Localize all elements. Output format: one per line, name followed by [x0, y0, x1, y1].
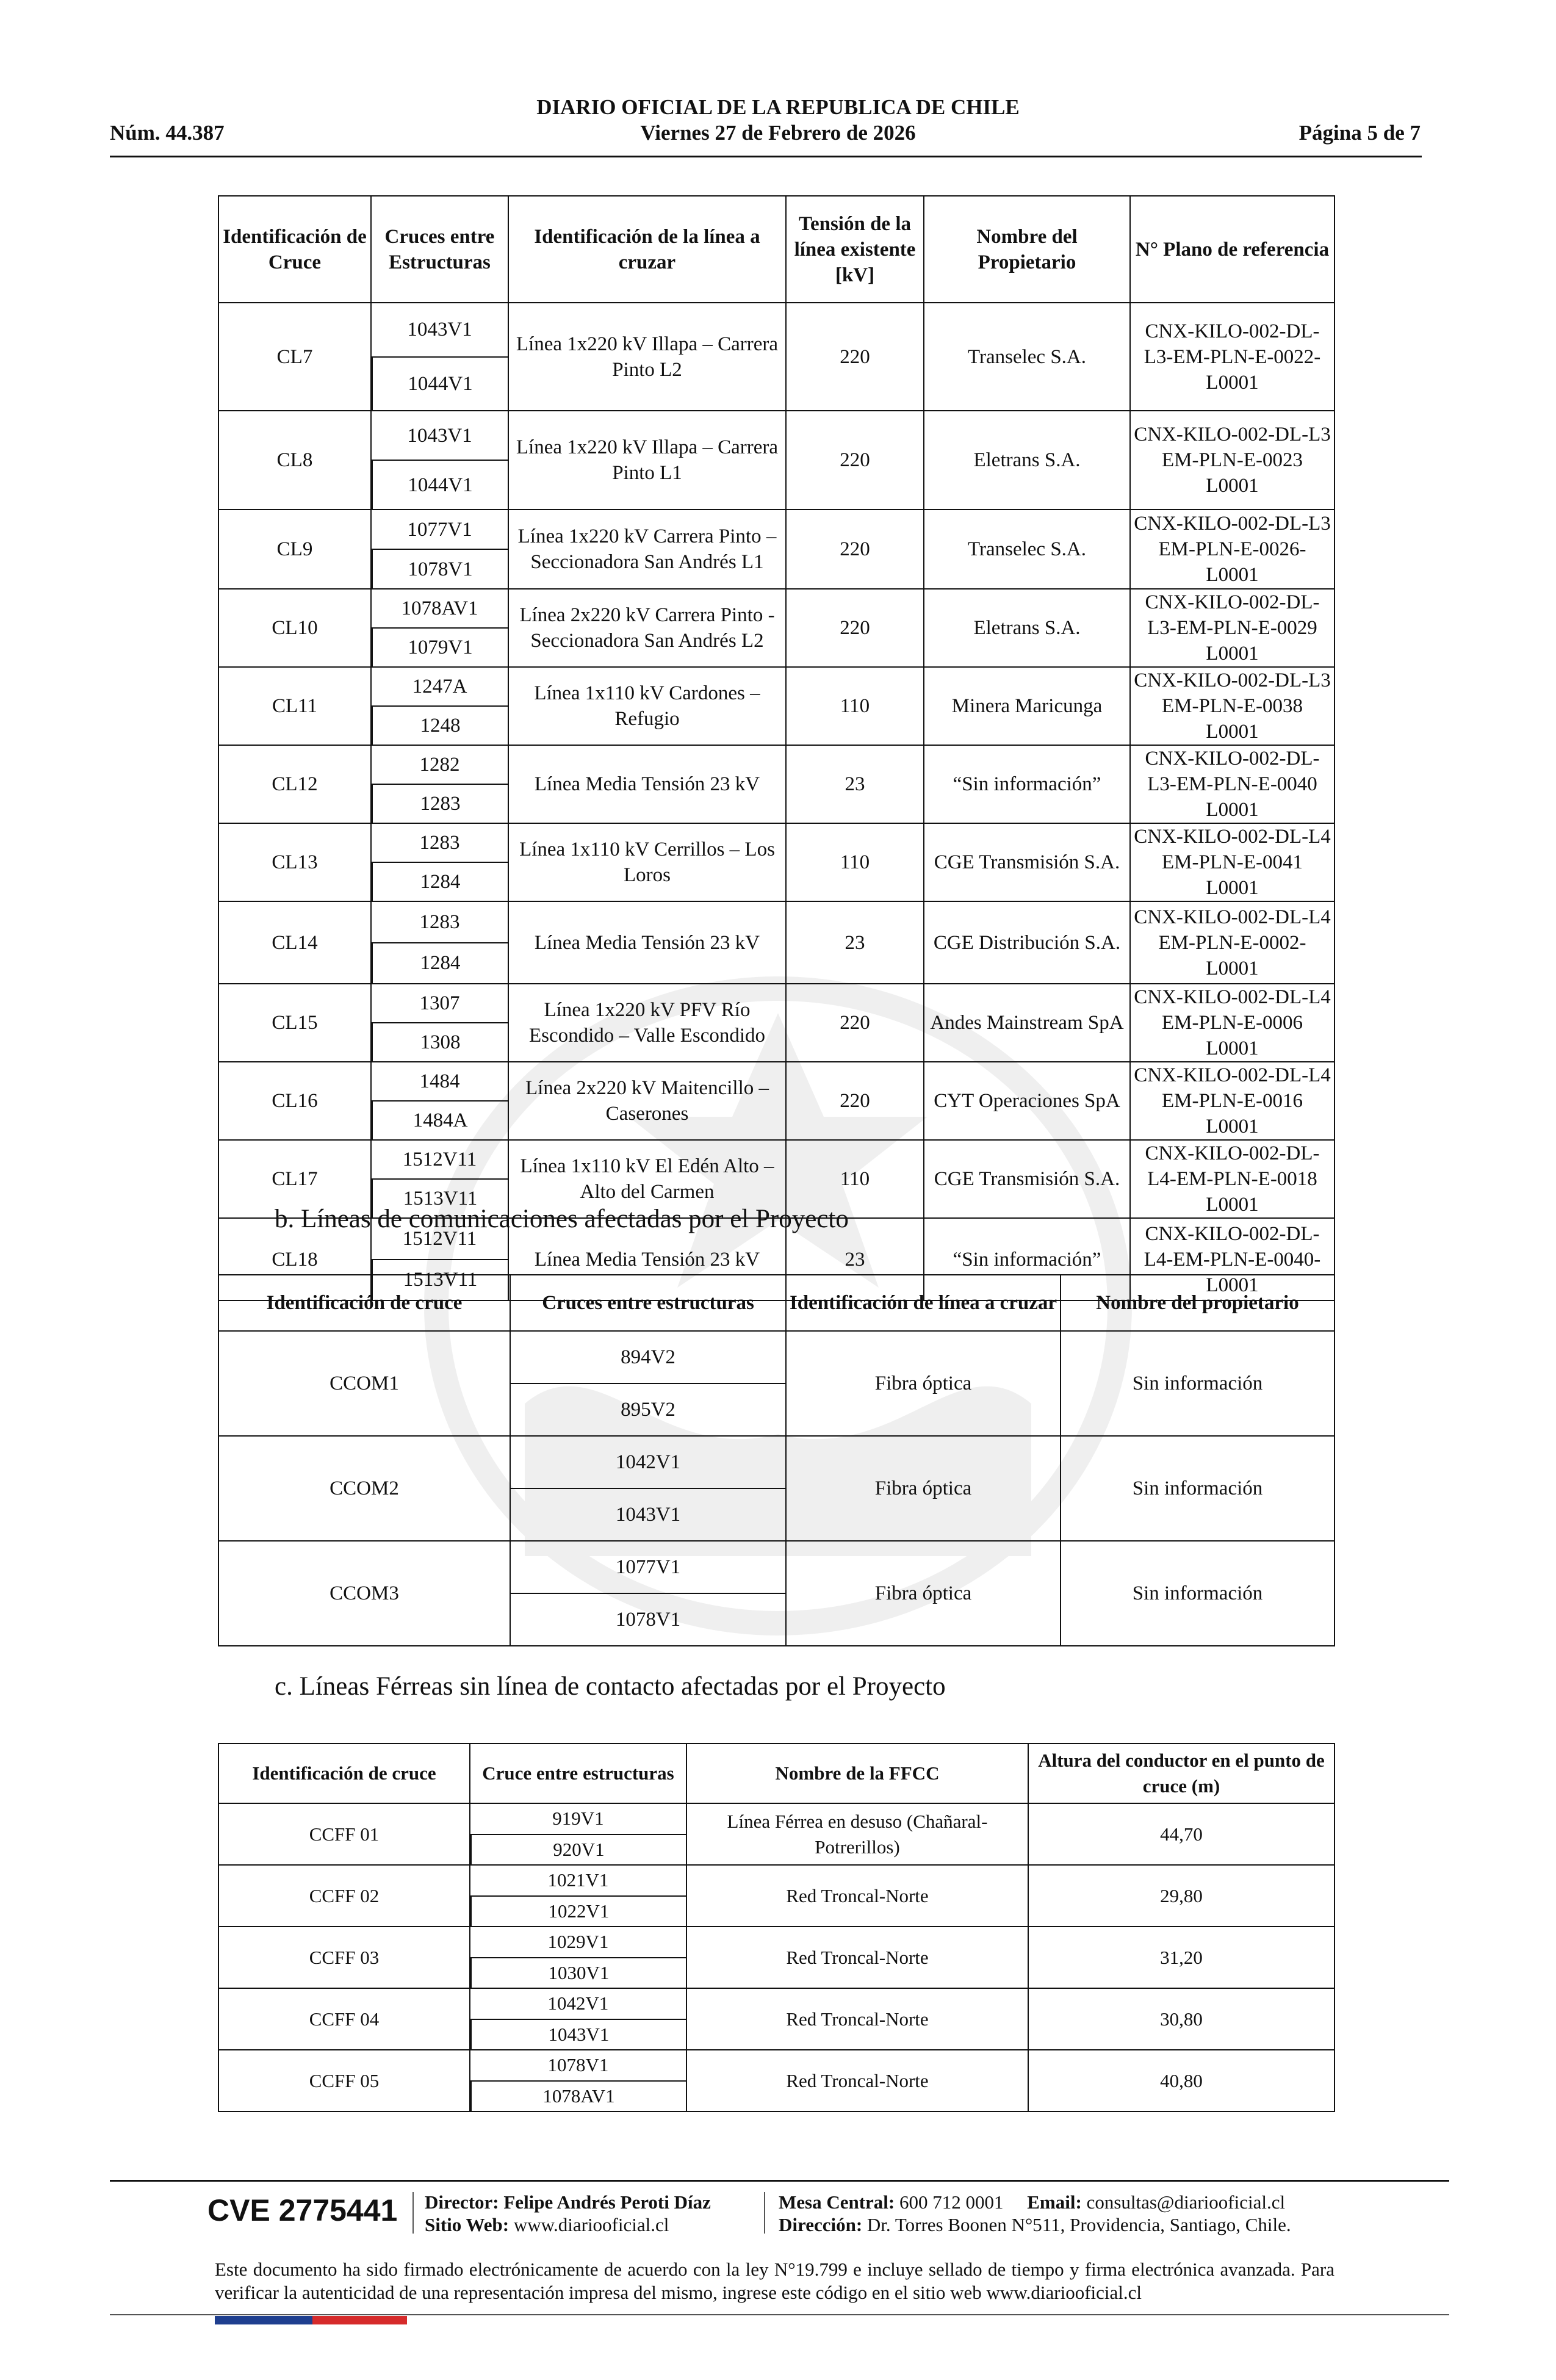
- column-header: Altura del conductor en el punto de cruce (m): [1028, 1744, 1334, 1803]
- address-label: Dirección:: [779, 2214, 863, 2235]
- crossing-id: CCFF 05: [218, 2050, 470, 2111]
- voltage-kv: 23: [786, 901, 924, 984]
- issue-number: Núm. 44.387: [110, 121, 225, 145]
- structure-pair-cell: [371, 1062, 508, 1140]
- line-name: Línea 1x220 kV PFV Río Escondido – Valle Escondido: [508, 984, 786, 1062]
- structure-pair-cell: [510, 1331, 786, 1436]
- plan-reference: CNX-KILO-002-DL-L3-EM-PLN-E-0029 L0001: [1130, 589, 1334, 667]
- railway-name: Red Troncal-Norte: [686, 2050, 1028, 2111]
- journal-title: DIARIO OFICIAL DE LA REPUBLICA DE CHILE: [536, 95, 1020, 119]
- structure-id: 1247A: [372, 668, 508, 707]
- footer-contact: [779, 2191, 1285, 2214]
- structure-id: 1043V1: [470, 2020, 686, 2050]
- crossing-id: CL11: [218, 667, 371, 745]
- structure-pair: [372, 590, 508, 666]
- voltage-kv: 220: [786, 1062, 924, 1140]
- plan-reference: CNX-KILO-002-DL-L4-EM-PLN-E-0018 L0001: [1130, 1140, 1334, 1218]
- structure-pair: [372, 303, 508, 410]
- voltage-kv: 23: [786, 1218, 924, 1300]
- structure-id: 895V2: [621, 1399, 675, 1421]
- footer-website: [425, 2213, 669, 2237]
- table-row: [218, 1062, 1334, 1140]
- structure-id: 1512V11: [372, 1219, 508, 1260]
- structure-id: 1077V1: [511, 1542, 785, 1594]
- crossing-id: CL7: [218, 303, 371, 411]
- crossing-id: CL17: [218, 1140, 371, 1218]
- table-row: [218, 589, 1334, 667]
- structure-id: 1044V1: [372, 358, 508, 411]
- structure-id: 1043V1: [615, 1504, 681, 1526]
- structure-pair: [372, 1062, 508, 1139]
- table-row: [218, 2050, 1334, 2111]
- table-header-row: [218, 1275, 1334, 1331]
- structure-id: 919V1: [470, 1804, 686, 1835]
- power-line-crossings-table: [218, 195, 1335, 1301]
- voltage-kv: 220: [786, 411, 924, 510]
- footer-separator: [412, 2192, 414, 2234]
- structure-pair: [470, 1927, 686, 1988]
- structure-pair-cell: [371, 411, 508, 510]
- phone-value: 600 712 0001: [899, 2191, 1004, 2213]
- line-name: Fibra óptica: [786, 1541, 1061, 1646]
- crossing-id: CCFF 03: [218, 1927, 470, 1988]
- structure-id: 1043V1: [372, 303, 508, 358]
- table-row: [218, 303, 1334, 411]
- structure-pair-cell: [371, 303, 508, 411]
- voltage-kv: 110: [786, 667, 924, 745]
- line-name: Línea 2x220 kV Carrera Pinto - Seccionadora San Andrés L2: [508, 589, 786, 667]
- owner-name: CGE Transmisión S.A.: [924, 1140, 1130, 1218]
- column-header: Identificación de cruce: [218, 1275, 510, 1331]
- line-name: Línea Media Tensión 23 kV: [508, 1218, 786, 1300]
- structure-pair: [470, 1866, 686, 1926]
- structure-id: 1284: [372, 863, 508, 901]
- structure-pair-cell: [470, 1803, 686, 1865]
- structure-pair: [470, 2050, 686, 2111]
- owner-name: “Sin información”: [924, 745, 1130, 823]
- crossing-id: CL16: [218, 1062, 371, 1140]
- structure-pair-cell: [371, 510, 508, 589]
- structure-pair-cell: [371, 589, 508, 667]
- footer-divider: [110, 2314, 1449, 2315]
- structure-id: 1029V1: [470, 1927, 686, 1958]
- railway-crossings-table: [218, 1743, 1335, 2112]
- flag-stripe-blue: [215, 2316, 312, 2324]
- conductor-height: 29,80: [1028, 1865, 1334, 1927]
- voltage-kv: 110: [786, 1140, 924, 1218]
- owner-name: Sin información: [1061, 1436, 1334, 1541]
- structure-pair-cell: [371, 823, 508, 901]
- structure-pair-cell: [470, 2050, 686, 2111]
- line-name: Línea Media Tensión 23 kV: [508, 745, 786, 823]
- owner-name: Sin información: [1061, 1541, 1334, 1646]
- table-row: [218, 411, 1334, 510]
- plan-reference: CNX-KILO-002-DL-L4 EM-PLN-E-0041 L0001: [1130, 823, 1334, 901]
- railway-name: Red Troncal-Norte: [686, 1927, 1028, 1988]
- line-name: Línea 1x110 kV Cerrillos – Los Loros: [508, 823, 786, 901]
- column-header: Nombre de la FFCC: [686, 1744, 1028, 1803]
- structure-pair-cell: [470, 1865, 686, 1927]
- structure-id: 1042V1: [470, 1989, 686, 2020]
- structure-pair-cell: [470, 1927, 686, 1988]
- structure-id: 1513V11: [372, 1180, 508, 1217]
- email-link[interactable]: consultas@diariooficial.cl: [1086, 2191, 1286, 2213]
- structure-id: 1044V1: [372, 461, 508, 509]
- crossing-id: CCFF 01: [218, 1803, 470, 1865]
- plan-reference: CNX-KILO-002-DL-L4 EM-PLN-E-0006 L0001: [1130, 984, 1334, 1062]
- structure-pair: [372, 824, 508, 901]
- structure-id: 1021V1: [470, 1866, 686, 1897]
- footer-divider: [110, 2180, 1449, 2182]
- director-name: Felipe Andrés Peroti Díaz: [503, 2191, 711, 2213]
- voltage-kv: 23: [786, 745, 924, 823]
- website-label: Sitio Web:: [425, 2214, 510, 2235]
- structure-id: 1513V11: [372, 1260, 508, 1300]
- cve-code: CVE 2775441: [207, 2193, 398, 2227]
- line-name: Línea 1x220 kV Carrera Pinto – Seccionadora San Andrés L1: [508, 510, 786, 589]
- structure-id: 1022V1: [470, 1897, 686, 1927]
- table-row: [218, 823, 1334, 901]
- line-name: Línea 2x220 kV Maitencillo – Caserones: [508, 1062, 786, 1140]
- plan-reference: CNX-KILO-002-DL-L3 EM-PLN-E-0026- L0001: [1130, 510, 1334, 589]
- structure-id: 1078V1: [615, 1609, 681, 1631]
- line-name: Fibra óptica: [786, 1331, 1061, 1436]
- crossing-id: CL9: [218, 510, 371, 589]
- table-row: [218, 1865, 1334, 1927]
- owner-name: Transelec S.A.: [924, 303, 1130, 411]
- structure-pair: [511, 1437, 785, 1540]
- owner-name: Transelec S.A.: [924, 510, 1130, 589]
- structure-pair: [372, 668, 508, 745]
- railway-name: Red Troncal-Norte: [686, 1988, 1028, 2050]
- plan-reference: CNX-KILO-002-DL-L3-EM-PLN-E-0040 L0001: [1130, 745, 1334, 823]
- conductor-height: 40,80: [1028, 2050, 1334, 2111]
- structure-pair-cell: [470, 1988, 686, 2050]
- column-header: Cruce entre estructuras: [470, 1744, 686, 1803]
- column-header: Cruces entre estructuras: [510, 1275, 786, 1331]
- column-header: N° Plano de referencia: [1130, 196, 1334, 303]
- table-row: [218, 1541, 1334, 1646]
- table-row: [218, 745, 1334, 823]
- crossing-id: CL10: [218, 589, 371, 667]
- line-name: Línea 1x220 kV Illapa – Carrera Pinto L1: [508, 411, 786, 510]
- column-header: Tensión de la línea existente [kV]: [786, 196, 924, 303]
- structure-pair-cell: [371, 984, 508, 1062]
- line-name: Línea 1x220 kV Illapa – Carrera Pinto L2: [508, 303, 786, 411]
- voltage-kv: 110: [786, 823, 924, 901]
- email-label: Email:: [1027, 2191, 1082, 2213]
- voltage-kv: 220: [786, 510, 924, 589]
- structure-pair-cell: [510, 1436, 786, 1541]
- plan-reference: CNX-KILO-002-DL-L4 EM-PLN-E-0016 L0001: [1130, 1062, 1334, 1140]
- structure-id: 1484: [372, 1062, 508, 1102]
- section-c-title: c. Líneas Férreas sin línea de contacto afectadas por el Proyecto: [275, 1672, 946, 1701]
- table-header-row: [218, 196, 1334, 303]
- structure-id: 1512V11: [372, 1141, 508, 1180]
- owner-name: “Sin información”: [924, 1218, 1130, 1300]
- railway-name: Red Troncal-Norte: [686, 1865, 1028, 1927]
- phone-label: Mesa Central:: [779, 2191, 895, 2213]
- table-row: [218, 1927, 1334, 1988]
- footer-director: [425, 2191, 711, 2214]
- table-row: [218, 1988, 1334, 2050]
- crossing-id: CL13: [218, 823, 371, 901]
- conductor-height: 44,70: [1028, 1803, 1334, 1865]
- line-name: Fibra óptica: [786, 1436, 1061, 1541]
- railway-name: Línea Férrea en desuso (Chañaral-Potrerillos): [686, 1803, 1028, 1865]
- structure-pair: [372, 411, 508, 509]
- structure-pair: [372, 902, 508, 983]
- column-header: Identificación de Cruce: [218, 196, 371, 303]
- flag-stripe-red: [312, 2316, 407, 2324]
- structure-id: 1077V1: [372, 510, 508, 550]
- plan-reference: CNX-KILO-002-DL-L3-EM-PLN-E-0022- L0001: [1130, 303, 1334, 411]
- voltage-kv: 220: [786, 589, 924, 667]
- structure-id: 1307: [372, 984, 508, 1023]
- owner-name: CGE Transmisión S.A.: [924, 823, 1130, 901]
- table-row: [218, 901, 1334, 984]
- header-divider: [110, 156, 1422, 157]
- structure-pair-cell: [371, 667, 508, 745]
- structure-pair: [470, 1989, 686, 2049]
- table-row: [218, 1803, 1334, 1865]
- crossing-id: CL12: [218, 745, 371, 823]
- crossing-id: CCFF 02: [218, 1865, 470, 1927]
- structure-pair: [372, 510, 508, 588]
- structure-pair: [470, 1804, 686, 1864]
- structure-pair: [372, 984, 508, 1061]
- plan-reference: CNX-KILO-002-DL-L4 EM-PLN-E-0002- L0001: [1130, 901, 1334, 984]
- owner-name: Sin información: [1061, 1331, 1334, 1436]
- structure-pair: [372, 746, 508, 823]
- column-header: Identificación de línea a cruzar: [786, 1275, 1061, 1331]
- crossing-id: CCFF 04: [218, 1988, 470, 2050]
- crossing-id: CCOM2: [218, 1436, 510, 1541]
- structure-id: 894V2: [511, 1332, 785, 1384]
- structure-id: 1030V1: [470, 1958, 686, 1988]
- crossing-id: CL8: [218, 411, 371, 510]
- structure-id: 1078V1: [372, 550, 508, 588]
- structure-id: 1308: [372, 1023, 508, 1061]
- structure-id: 1042V1: [511, 1437, 785, 1489]
- structure-id: 1078AV1: [470, 2082, 686, 2111]
- structure-id: 1079V1: [372, 629, 508, 666]
- column-header: Identificación de la línea a cruzar: [508, 196, 786, 303]
- crossing-id: CCOM1: [218, 1331, 510, 1436]
- structure-id: 1078V1: [470, 2050, 686, 2082]
- plan-reference: CNX-KILO-002-DL-L4-EM-PLN-E-0040- L0001: [1130, 1218, 1334, 1300]
- crossing-id: CL18: [218, 1218, 371, 1300]
- column-header: Nombre del propietario: [1061, 1275, 1334, 1331]
- structure-pair-cell: [510, 1541, 786, 1646]
- owner-name: CYT Operaciones SpA: [924, 1062, 1130, 1140]
- director-label: Director:: [425, 2191, 499, 2213]
- line-name: Línea Media Tensión 23 kV: [508, 901, 786, 984]
- structure-id: 920V1: [470, 1835, 686, 1865]
- legal-note: Este documento ha sido firmado electrónicamente de acuerdo con la ley N°19.799 e incluye sellado de tiempo y firma electrónica avanzada. Para verificar la autenticidad de una representación impresa del mismo, ingrese este código en el sitio web www.diariooficial.cl: [215, 2259, 1334, 2303]
- conductor-height: 30,80: [1028, 1988, 1334, 2050]
- owner-name: CGE Distribución S.A.: [924, 901, 1130, 984]
- table-row: [218, 667, 1334, 745]
- line-name: Línea 1x110 kV El Edén Alto – Alto del Carmen: [508, 1140, 786, 1218]
- structure-pair: [511, 1332, 785, 1435]
- structure-id: 1078AV1: [372, 590, 508, 629]
- crossing-id: CL15: [218, 984, 371, 1062]
- plan-reference: CNX-KILO-002-DL-L3 EM-PLN-E-0038 L0001: [1130, 667, 1334, 745]
- column-header: Nombre del Propietario: [924, 196, 1130, 303]
- structure-id: 1284: [372, 943, 508, 984]
- column-header: Cruces entre Estructuras: [371, 196, 508, 303]
- table-row: [218, 510, 1334, 589]
- line-name: Línea 1x110 kV Cardones – Refugio: [508, 667, 786, 745]
- structure-id: 1283: [372, 902, 508, 943]
- owner-name: Eletrans S.A.: [924, 411, 1130, 510]
- owner-name: Andes Mainstream SpA: [924, 984, 1130, 1062]
- table-row: [218, 984, 1334, 1062]
- footer-separator: [764, 2192, 765, 2234]
- owner-name: Eletrans S.A.: [924, 589, 1130, 667]
- structure-id: 1282: [372, 746, 508, 785]
- table-header-row: [218, 1744, 1334, 1803]
- column-header: Identificación de cruce: [218, 1744, 470, 1803]
- voltage-kv: 220: [786, 984, 924, 1062]
- communication-lines-table: [218, 1274, 1335, 1646]
- section-b-title: b. Líneas de comunicaciones afectadas por el Proyecto: [275, 1205, 849, 1233]
- structure-pair-cell: [371, 745, 508, 823]
- crossing-id: CL14: [218, 901, 371, 984]
- page-indicator: Página 5 de 7: [1298, 121, 1421, 145]
- crossing-id: CCOM3: [218, 1541, 510, 1646]
- owner-name: Minera Maricunga: [924, 667, 1130, 745]
- address-value: Dr. Torres Boonen N°511, Providencia, Santiago, Chile.: [866, 2214, 1291, 2235]
- issue-date: Viernes 27 de Febrero de 2026: [640, 121, 916, 145]
- conductor-height: 31,20: [1028, 1927, 1334, 1988]
- structure-id: 1484A: [372, 1102, 508, 1139]
- structure-id: 1283: [372, 824, 508, 863]
- table-row: [218, 1436, 1334, 1541]
- website-link[interactable]: www.diariooficial.cl: [513, 2214, 669, 2235]
- table-row: [218, 1331, 1334, 1436]
- footer-address: [779, 2213, 1291, 2237]
- structure-id: 1043V1: [372, 411, 508, 461]
- structure-pair-cell: [371, 901, 508, 984]
- plan-reference: CNX-KILO-002-DL-L3 EM-PLN-E-0023 L0001: [1130, 411, 1334, 510]
- voltage-kv: 220: [786, 303, 924, 411]
- structure-id: 1248: [372, 707, 508, 745]
- structure-pair: [511, 1542, 785, 1645]
- structure-id: 1283: [372, 785, 508, 823]
